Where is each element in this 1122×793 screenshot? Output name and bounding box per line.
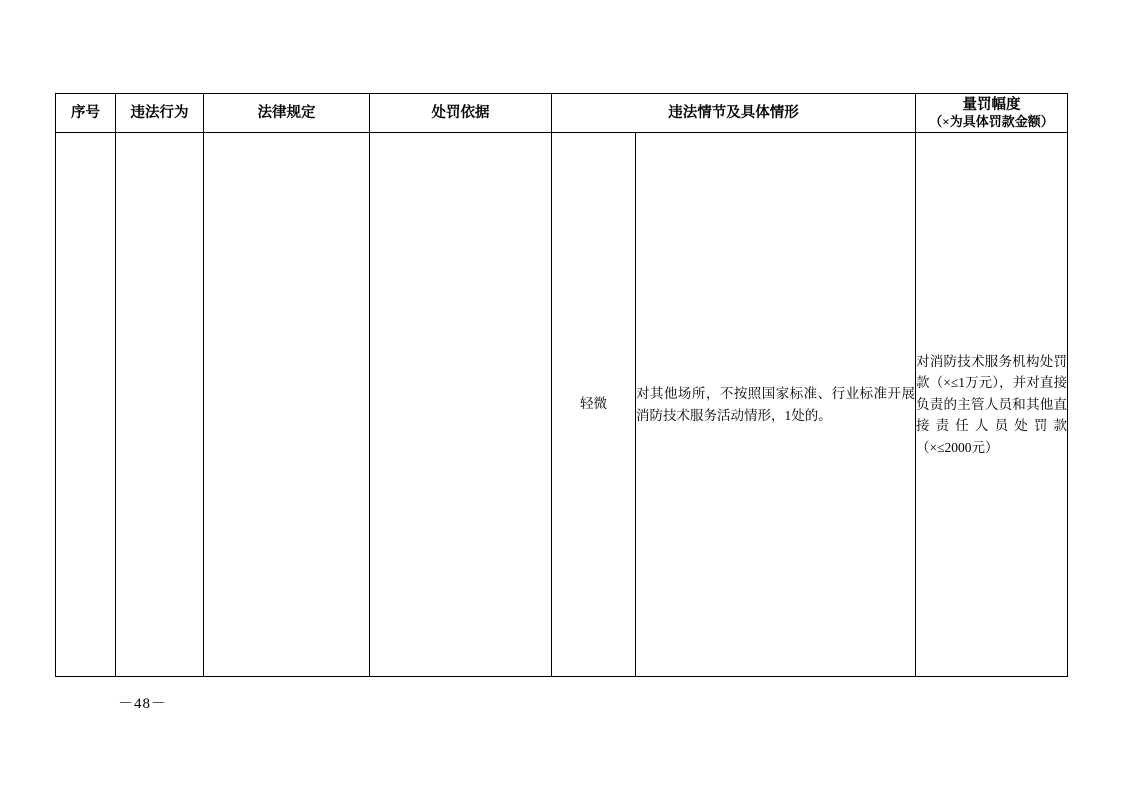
cell-seq xyxy=(56,133,116,677)
column-header-legal-provision-label: 法律规定 xyxy=(257,104,316,121)
column-header-penalty-basis xyxy=(370,94,552,133)
table-row xyxy=(56,133,1068,677)
page-number: －48－ xyxy=(118,696,168,712)
column-header-penalty-range-note: （×为具体罚款金额） xyxy=(929,113,1054,129)
column-header-circumstances xyxy=(552,94,916,133)
cell-severity-level: 轻微 xyxy=(552,133,636,677)
column-header-violation-act-label: 违法行为 xyxy=(130,104,189,121)
cell-penalty-basis xyxy=(370,133,552,677)
column-header-legal-provision xyxy=(204,94,370,133)
column-header-penalty-range-label: 量罚幅度 xyxy=(962,96,1021,113)
column-header-penalty-basis-label: 处罚依据 xyxy=(431,104,490,121)
penalty-table xyxy=(55,93,1068,677)
table-header xyxy=(56,94,1068,133)
table-header-row xyxy=(56,94,1068,133)
column-header-circumstances-label: 违法情节及具体情形 xyxy=(668,104,799,121)
cell-penalty-range: 对消防技术服务机构处罚款（×≤1万元），并对直接负责的主管人员和其他直接责任人员处罚款（×≤2000元） xyxy=(916,133,1068,677)
column-header-seq-label: 序号 xyxy=(71,104,100,121)
column-header-seq xyxy=(56,94,116,133)
cell-legal-provision xyxy=(204,133,370,677)
column-header-penalty-range xyxy=(916,94,1068,133)
cell-circumstance-detail: 对其他场所，不按照国家标准、行业标准开展消防技术服务活动情形，1处的。 xyxy=(636,133,916,677)
cell-violation-act xyxy=(116,133,204,677)
column-header-violation-act xyxy=(116,94,204,133)
table-body xyxy=(56,133,1068,677)
